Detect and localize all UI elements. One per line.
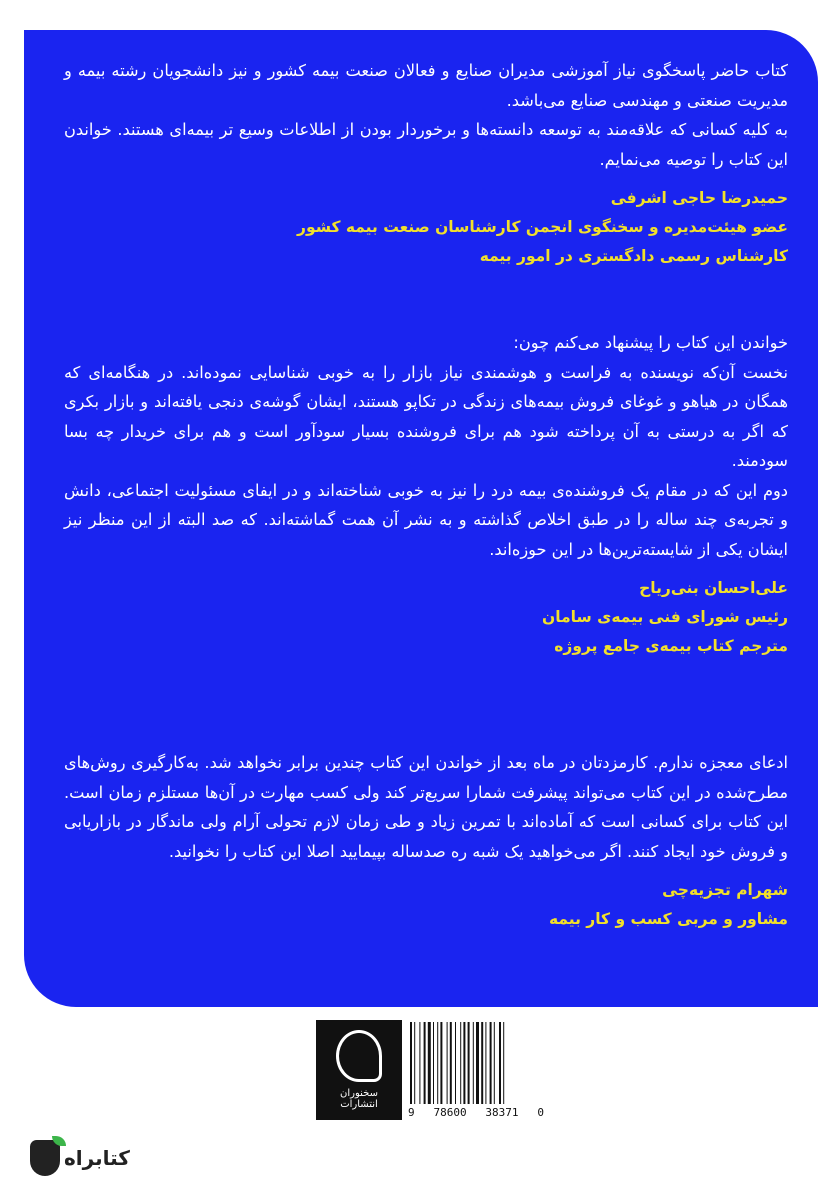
endorsement-1 bbox=[64, 56, 788, 271]
author-name: حمیدرضا حاجی اشرفی bbox=[610, 189, 788, 207]
publisher-label: انتشارات bbox=[340, 1099, 378, 1110]
signature bbox=[64, 184, 788, 271]
barcode-bars bbox=[410, 1022, 542, 1104]
publisher-name: سخنوران bbox=[340, 1088, 378, 1099]
endorsement-paragraph: به کلیه کسانی که علاقه‌مند به توسعه دانسته‌ها و برخوردار بودن از اطلاعات وسیع تر بیمه‌ای هستند. خواندن این کتاب را توصیه می‌نمایم. bbox=[64, 120, 788, 169]
signature bbox=[64, 876, 788, 934]
author-role: کارشناس رسمی دادگستری در امور بیمه bbox=[479, 247, 788, 265]
barcode-digit-group: 9 bbox=[408, 1106, 415, 1119]
author-role: مترجم کتاب بیمه‌ی جامع پروژه bbox=[554, 637, 788, 655]
endorsement-paragraph: دوم این که در مقام یک فروشنده‌ی بیمه درد را نیز به خوبی شناخته‌اند و در ایفای مسئولیت اجتماعی، دانش و تجربه‌ی چند ساله را در طبق اخلاص گذاشته و به نشر آن همت گماشته‌اند. که صد البته از این منظر نیز ایشان یکی از شایسته‌ترین‌ها در این حوزه‌اند. bbox=[64, 480, 788, 559]
author-role: رئیس شورای فنی بیمه‌ی سامان bbox=[542, 608, 788, 626]
endorsement-paragraph: کتاب حاضر پاسخگوی نیاز آموزشی مدیران صنایع و فعالان صنعت بیمه کشور و نیز دانشجویان رشته بیمه و مدیریت صنعتی و مهندسی صنایع می‌باشد. bbox=[64, 61, 788, 110]
ketabrah-logo-icon bbox=[30, 1140, 60, 1176]
endorsement-paragraph: ادعای معجزه ندارم. کارمزدتان در ماه بعد از خواندن این کتاب چندین برابر نخواهد شد. به‌کارگیری روش‌های مطرح‌شده در این کتاب می‌تواند پیشرفت شمارا سریع‌تر کند ولی کسب مهارت در آن‌ها مستلزم زمان است. این کتاب برای کسانی است که آماده‌اند با تمرین زیاد و طی زمان لازم تحولی آرام ولی ماندگار در بازاریابی و فروش خود ایجاد کنند. اگر می‌خواهید یک شبه ره صدساله بپیمایید اصلا این کتاب را نخوانید. bbox=[64, 753, 788, 861]
publisher-logo bbox=[316, 1020, 402, 1120]
site-logo-text: کتابراه bbox=[64, 1146, 130, 1170]
endorsement-3 bbox=[64, 748, 788, 934]
isbn-barcode bbox=[404, 1020, 548, 1122]
author-role: عضو هیئت‌مدیره و سخنگوی انجمن کارشناسان صنعت بیمه کشور bbox=[297, 218, 788, 236]
site-logo[interactable] bbox=[30, 1140, 130, 1176]
barcode-digit-group: 78600 bbox=[433, 1106, 467, 1119]
endorsement-paragraph: نخست آن‌که نویسنده به فراست و هوشمندی نیاز بازار را به خوبی شناسایی نموده‌اند. در هنگامه‌ای که همگان در هیاهو و غوغای فروش بیمه‌های زندگی در تکاپو هستند، ایشان گوشه‌ی دنجی یافته‌اند و بازار بکری که اگر به درستی به آن پرداخته شود هم برای فروشنده بسیار سودآور است و هم برای خریدار چه بسا سودمند. bbox=[64, 362, 788, 470]
endorsement-paragraph: خواندن این کتاب را پیشنهاد می‌کنم چون: bbox=[513, 333, 788, 352]
endorsement-2 bbox=[64, 328, 788, 661]
barcode-digit-group: 0 bbox=[537, 1106, 544, 1119]
barcode-digit-group: 38371 bbox=[485, 1106, 519, 1119]
barcode-digits bbox=[404, 1106, 548, 1122]
author-name: علی‌احسان بنی‌ریاح bbox=[639, 579, 788, 597]
signature bbox=[64, 574, 788, 661]
back-cover bbox=[24, 30, 818, 1007]
publisher-logo-icon bbox=[336, 1030, 382, 1082]
author-name: شهرام تجزیه‌چی bbox=[662, 881, 788, 899]
author-role: مشاور و مربی کسب و کار بیمه bbox=[548, 910, 788, 928]
